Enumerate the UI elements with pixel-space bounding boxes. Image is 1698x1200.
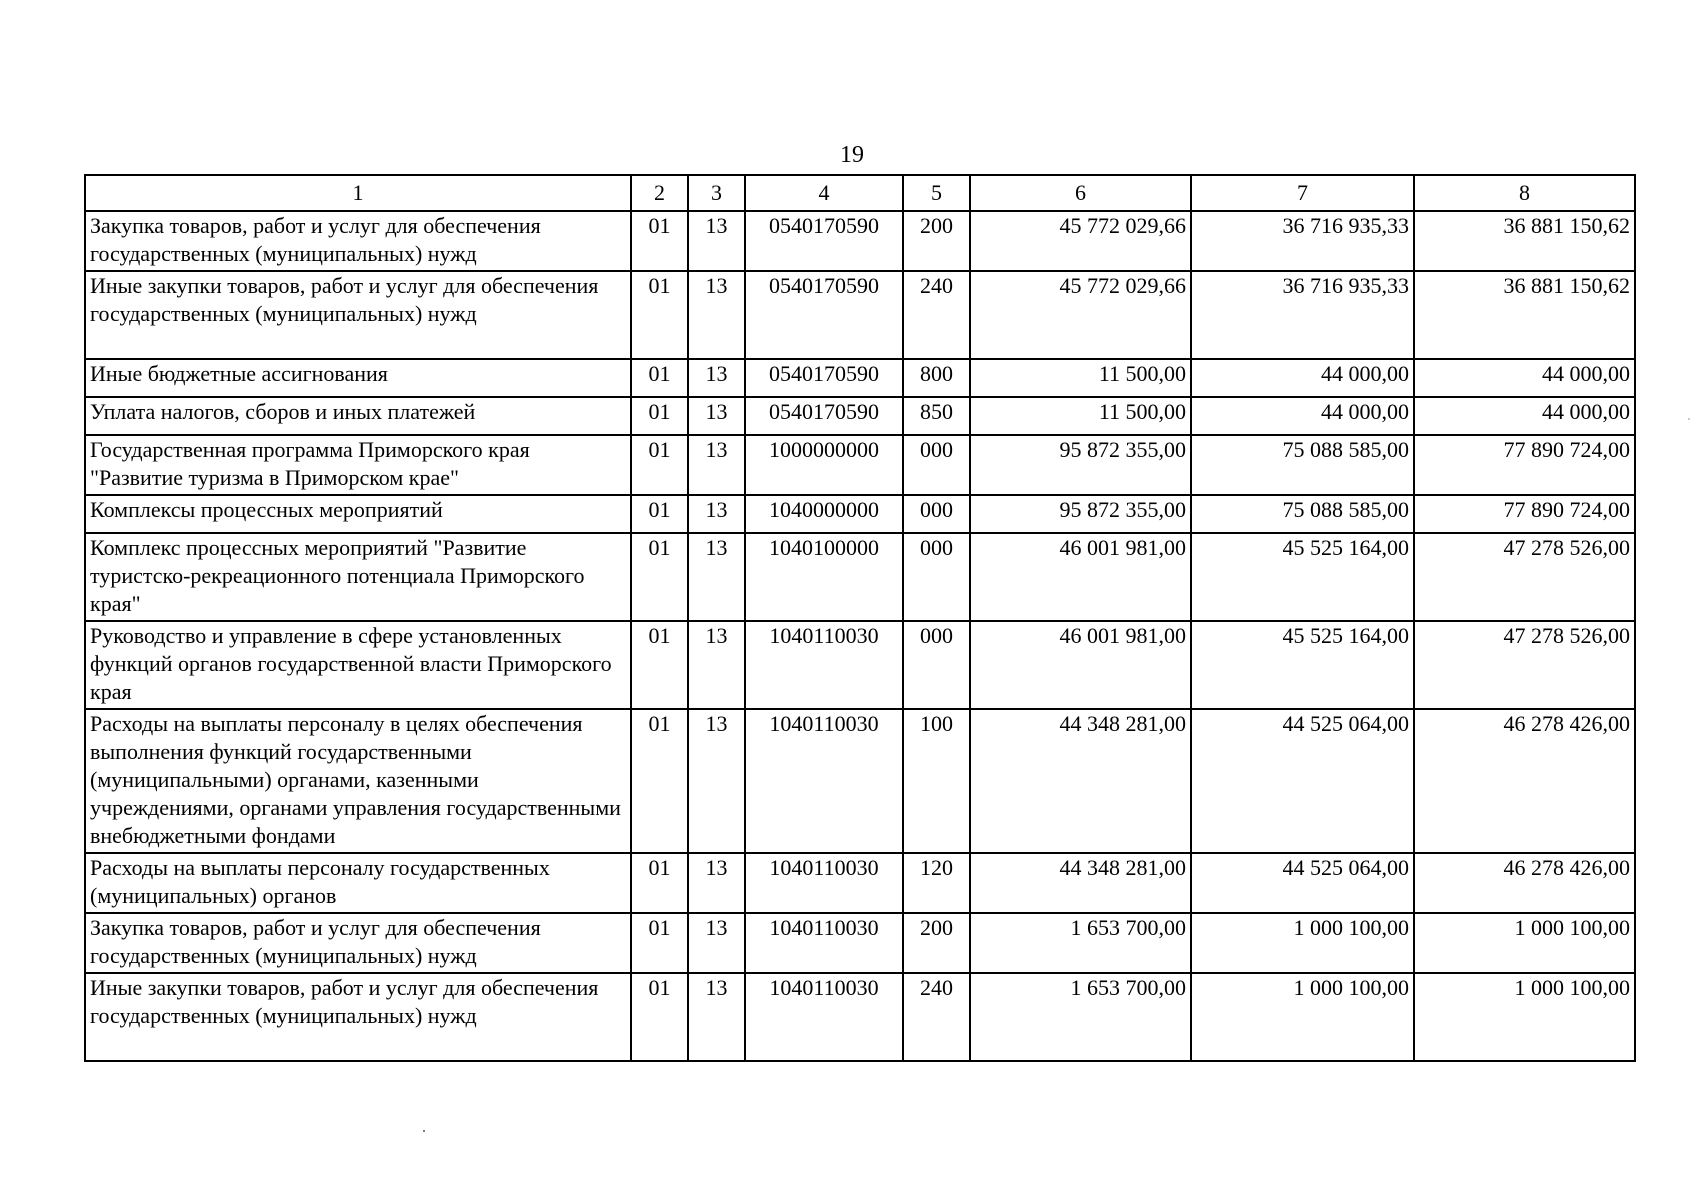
- table-row: [85, 621, 1635, 709]
- amount-col-7: 44 525 064,00: [1191, 709, 1414, 853]
- amount-col-7: 44 525 064,00: [1191, 853, 1414, 913]
- section-code: 01: [631, 913, 688, 973]
- column-header: 1: [85, 175, 631, 211]
- row-name: Иные закупки товаров, работ и услуг для обеспечения государственных (муниципальных) нужд: [85, 271, 631, 359]
- amount-col-8: 36 881 150,62: [1414, 271, 1635, 359]
- target-item-code: 1040110030: [745, 913, 903, 973]
- column-header: 8: [1414, 175, 1635, 211]
- section-code: 01: [631, 397, 688, 435]
- amount-col-6: 45 772 029,66: [970, 211, 1191, 271]
- row-name: Государственная программа Приморского края "Развитие туризма в Приморском крае": [85, 435, 631, 495]
- expense-type-code: 000: [903, 495, 970, 533]
- target-item-code: 1000000000: [745, 435, 903, 495]
- subsection-code: 13: [688, 913, 745, 973]
- section-code: 01: [631, 495, 688, 533]
- subsection-code: 13: [688, 271, 745, 359]
- table-row: [85, 435, 1635, 495]
- budget-table: [84, 174, 1636, 1062]
- table-row: [85, 533, 1635, 621]
- expense-type-code: 240: [903, 271, 970, 359]
- target-item-code: 1040110030: [745, 973, 903, 1061]
- section-code: 01: [631, 621, 688, 709]
- target-item-code: 0540170590: [745, 359, 903, 397]
- expense-type-code: 120: [903, 853, 970, 913]
- amount-col-7: 1 000 100,00: [1191, 973, 1414, 1061]
- amount-col-7: 45 525 164,00: [1191, 621, 1414, 709]
- section-code: 01: [631, 709, 688, 853]
- subsection-code: 13: [688, 533, 745, 621]
- amount-col-6: 95 872 355,00: [970, 495, 1191, 533]
- amount-col-8: 36 881 150,62: [1414, 211, 1635, 271]
- section-code: 01: [631, 359, 688, 397]
- subsection-code: 13: [688, 359, 745, 397]
- scan-speck: [1688, 418, 1690, 420]
- column-header: 7: [1191, 175, 1414, 211]
- amount-col-7: 1 000 100,00: [1191, 913, 1414, 973]
- amount-col-7: 44 000,00: [1191, 397, 1414, 435]
- section-code: 01: [631, 853, 688, 913]
- column-header: 3: [688, 175, 745, 211]
- subsection-code: 13: [688, 709, 745, 853]
- table-row: [85, 853, 1635, 913]
- amount-col-8: 46 278 426,00: [1414, 853, 1635, 913]
- column-header: 5: [903, 175, 970, 211]
- amount-col-7: 75 088 585,00: [1191, 435, 1414, 495]
- amount-col-6: 11 500,00: [970, 359, 1191, 397]
- amount-col-6: 1 653 700,00: [970, 973, 1191, 1061]
- section-code: 01: [631, 973, 688, 1061]
- page-number: 19: [840, 142, 864, 168]
- column-header: 6: [970, 175, 1191, 211]
- table-row: [85, 709, 1635, 853]
- amount-col-6: 1 653 700,00: [970, 913, 1191, 973]
- amount-col-7: 36 716 935,33: [1191, 211, 1414, 271]
- table-row: [85, 271, 1635, 359]
- scan-speck: [423, 1130, 425, 1132]
- target-item-code: 1040000000: [745, 495, 903, 533]
- subsection-code: 13: [688, 853, 745, 913]
- row-name: Комплекс процессных мероприятий "Развитие туристско-рекреационного потенциала Приморского края": [85, 533, 631, 621]
- table-row: [85, 397, 1635, 435]
- table-row: [85, 495, 1635, 533]
- amount-col-7: 44 000,00: [1191, 359, 1414, 397]
- table-row: [85, 973, 1635, 1061]
- target-item-code: 1040100000: [745, 533, 903, 621]
- target-item-code: 1040110030: [745, 853, 903, 913]
- subsection-code: 13: [688, 973, 745, 1061]
- expense-type-code: 240: [903, 973, 970, 1061]
- amount-col-8: 77 890 724,00: [1414, 495, 1635, 533]
- amount-col-8: 44 000,00: [1414, 397, 1635, 435]
- subsection-code: 13: [688, 211, 745, 271]
- row-name: Расходы на выплаты персоналу в целях обеспечения выполнения функций государственными (муниципальными) органами, казенными учреждениями, органами управления государственными внебюджетными фондами: [85, 709, 631, 853]
- section-code: 01: [631, 435, 688, 495]
- expense-type-code: 200: [903, 913, 970, 973]
- amount-col-6: 44 348 281,00: [970, 709, 1191, 853]
- amount-col-8: 47 278 526,00: [1414, 621, 1635, 709]
- column-header: 4: [745, 175, 903, 211]
- expense-type-code: 000: [903, 621, 970, 709]
- expense-type-code: 800: [903, 359, 970, 397]
- table-row: [85, 211, 1635, 271]
- row-name: Закупка товаров, работ и услуг для обеспечения государственных (муниципальных) нужд: [85, 211, 631, 271]
- amount-col-7: 45 525 164,00: [1191, 533, 1414, 621]
- subsection-code: 13: [688, 397, 745, 435]
- row-name: Иные бюджетные ассигнования: [85, 359, 631, 397]
- expense-type-code: 000: [903, 435, 970, 495]
- subsection-code: 13: [688, 495, 745, 533]
- subsection-code: 13: [688, 435, 745, 495]
- expense-type-code: 850: [903, 397, 970, 435]
- section-code: 01: [631, 533, 688, 621]
- amount-col-6: 46 001 981,00: [970, 533, 1191, 621]
- amount-col-8: 77 890 724,00: [1414, 435, 1635, 495]
- target-item-code: 0540170590: [745, 211, 903, 271]
- amount-col-8: 1 000 100,00: [1414, 913, 1635, 973]
- section-code: 01: [631, 211, 688, 271]
- target-item-code: 0540170590: [745, 271, 903, 359]
- target-item-code: 1040110030: [745, 621, 903, 709]
- amount-col-6: 95 872 355,00: [970, 435, 1191, 495]
- row-name: Иные закупки товаров, работ и услуг для обеспечения государственных (муниципальных) нужд: [85, 973, 631, 1061]
- amount-col-8: 1 000 100,00: [1414, 973, 1635, 1061]
- target-item-code: 1040110030: [745, 709, 903, 853]
- table-row: [85, 913, 1635, 973]
- target-item-code: 0540170590: [745, 397, 903, 435]
- column-header: 2: [631, 175, 688, 211]
- row-name: Расходы на выплаты персоналу государственных (муниципальных) органов: [85, 853, 631, 913]
- row-name: Уплата налогов, сборов и иных платежей: [85, 397, 631, 435]
- table-row: [85, 359, 1635, 397]
- amount-col-7: 36 716 935,33: [1191, 271, 1414, 359]
- expense-type-code: 200: [903, 211, 970, 271]
- amount-col-6: 46 001 981,00: [970, 621, 1191, 709]
- subsection-code: 13: [688, 621, 745, 709]
- amount-col-8: 44 000,00: [1414, 359, 1635, 397]
- amount-col-8: 46 278 426,00: [1414, 709, 1635, 853]
- table-header-row: [85, 175, 1635, 211]
- amount-col-8: 47 278 526,00: [1414, 533, 1635, 621]
- expense-type-code: 000: [903, 533, 970, 621]
- amount-col-6: 45 772 029,66: [970, 271, 1191, 359]
- expense-type-code: 100: [903, 709, 970, 853]
- amount-col-7: 75 088 585,00: [1191, 495, 1414, 533]
- amount-col-6: 44 348 281,00: [970, 853, 1191, 913]
- section-code: 01: [631, 271, 688, 359]
- amount-col-6: 11 500,00: [970, 397, 1191, 435]
- row-name: Руководство и управление в сфере установленных функций органов государственной власти Приморского края: [85, 621, 631, 709]
- row-name: Комплексы процессных мероприятий: [85, 495, 631, 533]
- row-name: Закупка товаров, работ и услуг для обеспечения государственных (муниципальных) нужд: [85, 913, 631, 973]
